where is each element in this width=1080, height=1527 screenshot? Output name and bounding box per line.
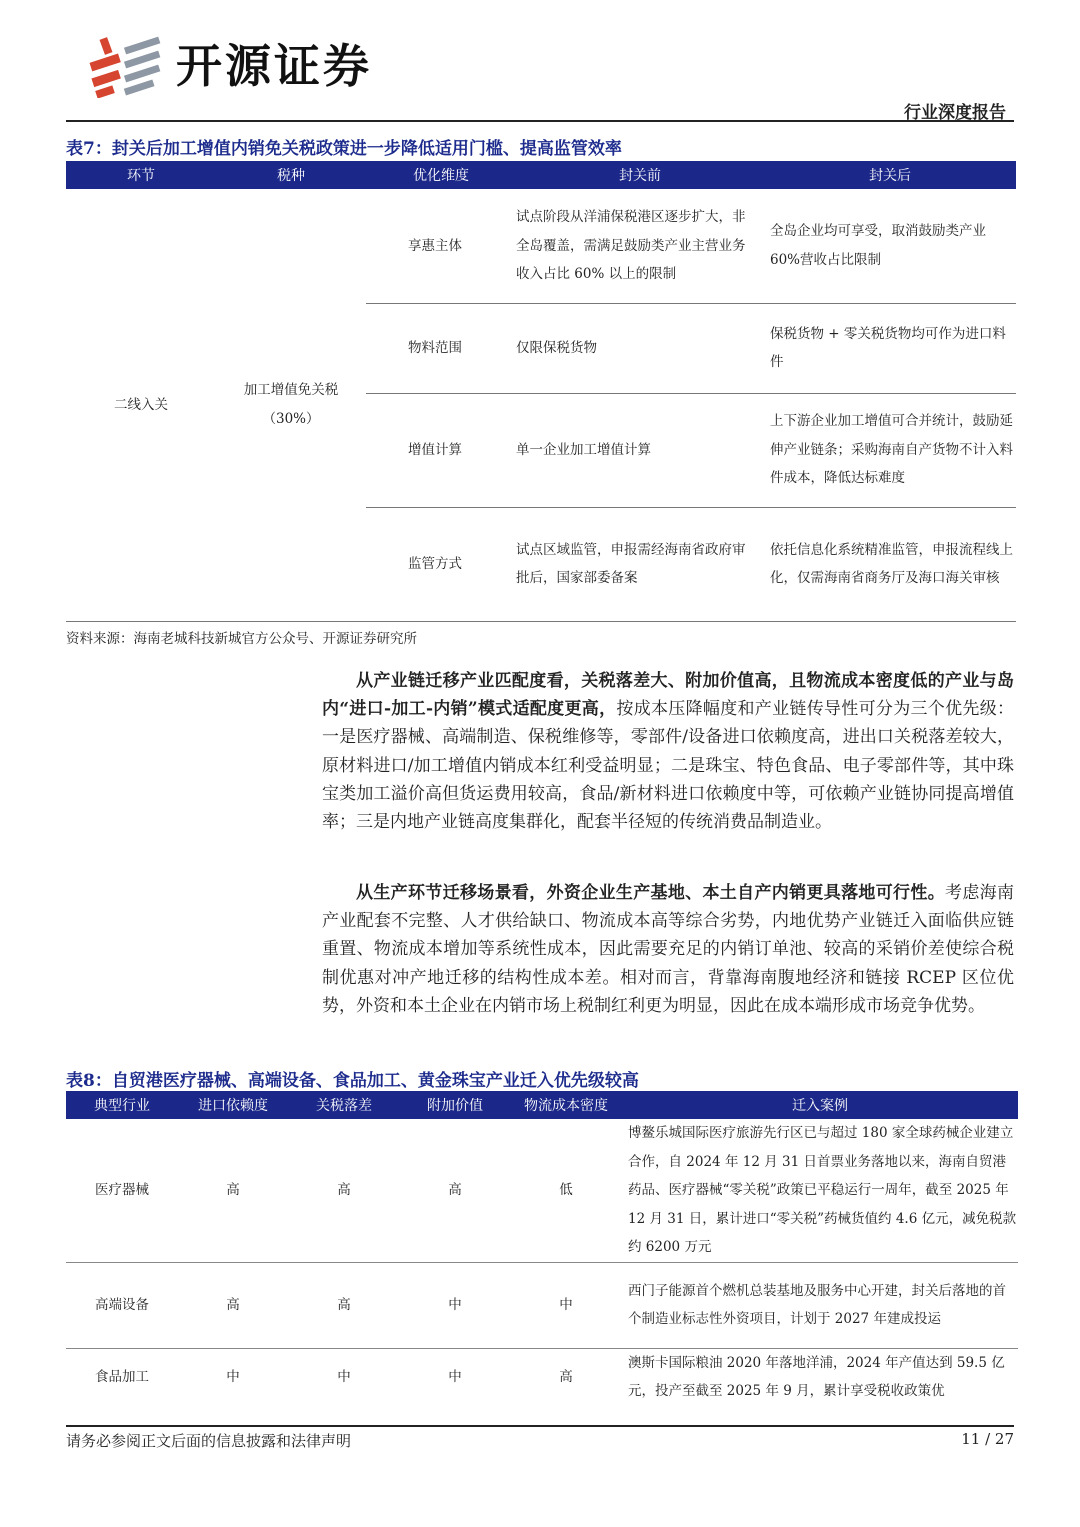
table8 xyxy=(66,1091,1018,1406)
table-row xyxy=(66,189,1016,303)
dimension-cell: 增值计算 xyxy=(366,393,516,507)
industry-cell: 高端设备 xyxy=(66,1262,178,1348)
tariff-cell: 高 xyxy=(288,1119,400,1262)
header-divider xyxy=(66,120,1014,122)
footer-disclaimer: 请务必参阅正文后面的信息披露和法律声明 xyxy=(66,1432,352,1450)
industry-cell: 食品加工 xyxy=(95,1369,149,1385)
case-cell: 澳斯卡国际粮油 2020 年落地洋浦，2024 年产值达到 59.5 亿元，投产至截至 2025 年 9 月，累计享受税收政策优 xyxy=(628,1354,1005,1400)
after-cell: 保税货物 + 零关税货物均可作为进口料件 xyxy=(764,303,1016,393)
segment-cell xyxy=(66,189,216,621)
tariff-cell: 中 xyxy=(337,1369,351,1385)
paragraph-1-body: 按成本压降幅度和产业链传导性可分为三个优先级：一是医疗器械、高端制造、保税维修等，零部件/设备进口依赖度高，进出口关税落差较大，原材料进口/加工增值内销成本红利受益明显；二是珠宝、特色食品、电子零部件等，其中珠宝类加工溢价高但货运费用较高，食品/新材料进口依赖度中等，可依赖产业链协同提高增值率；三是内地产业链高度集群化，配套半径短的传统消费品制造业。 xyxy=(322,699,1015,833)
tax-type-cell xyxy=(216,189,366,621)
logistics-cell: 高 xyxy=(559,1369,573,1385)
value-cell: 中 xyxy=(400,1262,510,1348)
after-cell: 依托信息化系统精准监管，申报流程线上化，仅需海南省商务厅及海口海关审核 xyxy=(764,507,1016,621)
table7-col-dimension: 优化维度 xyxy=(366,161,516,189)
before-cell: 试点区域监管，申报需经海南省政府审批后，国家部委备案 xyxy=(516,507,764,621)
paragraph-1 xyxy=(322,667,1014,836)
table8-col-case: 迁入案例 xyxy=(622,1091,1018,1119)
table7-header-row xyxy=(66,161,1016,189)
logistics-cell: 低 xyxy=(510,1119,622,1262)
case-cell: 西门子能源首个燃机总装基地及服务中心开建，封关后落地的首个制造业标志性外资项目，计划于 2027 年建成投运 xyxy=(622,1262,1018,1348)
table-row xyxy=(66,1119,1018,1262)
table8-col-tariff: 关税落差 xyxy=(288,1091,400,1119)
table8-col-industry: 典型行业 xyxy=(66,1091,178,1119)
paragraph-2-body: 考虑海南产业配套不完整、人才供给缺口、物流成本高等综合劣势，内地优势产业链迁入面临供应链重置、物流成本增加等系统性成本，因此需要充足的内销订单池、较高的采销价差使综合税制优惠对冲产地迁移的结构性成本差。相对而言，背靠海南腹地经济和链接 RCEP 区位优势，外资和本土企业在内销市场上税制红利更为明显，因此在成本端形成市场竞争优势。 xyxy=(322,883,1015,1016)
report-type: 行业深度报告 xyxy=(904,103,1006,123)
footer-divider xyxy=(66,1425,1014,1427)
paragraph-2 xyxy=(322,879,1014,1020)
table8-title: 表8：自贸港医疗器械、高端设备、食品加工、黄金珠宝产业迁入优先级较高 xyxy=(66,1071,639,1091)
page-number: 11 / 27 xyxy=(961,1430,1014,1448)
paragraph-2-lead: 从生产环节迁移场景看，外资企业生产基地、本土自产内销更具落地可行性。 xyxy=(356,883,946,903)
dimension-cell: 享惠主体 xyxy=(366,189,516,303)
dimension-cell: 物料范围 xyxy=(366,303,516,393)
table7 xyxy=(66,161,1016,622)
table8-header-row xyxy=(66,1091,1018,1119)
after-cell: 上下游企业加工增值可合并统计，鼓励延伸产业链条；采购海南自产货物不计入料件成本，降低达标难度 xyxy=(764,393,1016,507)
logistics-cell: 中 xyxy=(510,1262,622,1348)
table8-col-import: 进口依赖度 xyxy=(178,1091,288,1119)
before-cell: 试点阶段从洋浦保税港区逐步扩大，非全岛覆盖，需满足鼓励类产业主营业务收入占比 60% 以上的限制 xyxy=(516,189,764,303)
case-cell: 博鳌乐城国际医疗旅游先行区已与超过 180 家全球药械企业建立合作，自 2024 年 12 月 31 日首票业务落地以来，海南自贸港药品、医疗器械“零关税”政策已平稳运行一周年，截至 2025 年 12 月 31 日，累计进口“零关税”药械货值约 4.6 亿元，减免税款约 6200 万元 xyxy=(622,1119,1018,1262)
before-cell: 仅限保税货物 xyxy=(516,303,764,393)
value-cell: 高 xyxy=(400,1119,510,1262)
tariff-cell: 高 xyxy=(288,1262,400,1348)
table7-source: 资料来源：海南老城科技新城官方公众号、开源证券研究所 xyxy=(66,631,417,647)
import-cell: 高 xyxy=(178,1119,288,1262)
table8-col-value: 附加价值 xyxy=(400,1091,510,1119)
brand-name: 开源证券 xyxy=(176,39,372,93)
paragraph-1-lead: 从产业链迁移产业匹配度看，关税落差大、附加价值高，且物流成本密度低的产业与岛内“进口-加工-内销”模式适配度更高， xyxy=(322,671,1014,720)
dimension-cell: 监管方式 xyxy=(366,507,516,621)
tax-type-line2: （30%） xyxy=(262,410,320,427)
table7-col-after: 封关后 xyxy=(764,161,1016,189)
table8-col-logistics: 物流成本密度 xyxy=(510,1091,622,1119)
segment-label: 二线入关 xyxy=(114,396,168,413)
table7-col-tax: 税种 xyxy=(216,161,366,189)
import-cell: 高 xyxy=(178,1262,288,1348)
kaiyuan-logo-icon xyxy=(88,36,164,98)
before-cell: 单一企业加工增值计算 xyxy=(516,393,764,507)
import-cell: 中 xyxy=(226,1369,240,1385)
table7-col-before: 封关前 xyxy=(516,161,764,189)
value-cell: 中 xyxy=(448,1369,462,1385)
table7-col-segment: 环节 xyxy=(66,161,216,189)
industry-cell: 医疗器械 xyxy=(66,1119,178,1262)
table7-title: 表7：封关后加工增值内销免关税政策进一步降低适用门槛、提高监管效率 xyxy=(66,139,622,159)
tax-type-line1: 加工增值免关税 xyxy=(243,382,339,399)
table-row xyxy=(66,1262,1018,1348)
table-row xyxy=(66,1348,1018,1406)
after-cell: 全岛企业均可享受，取消鼓励类产业 60%营收占比限制 xyxy=(764,189,1016,303)
